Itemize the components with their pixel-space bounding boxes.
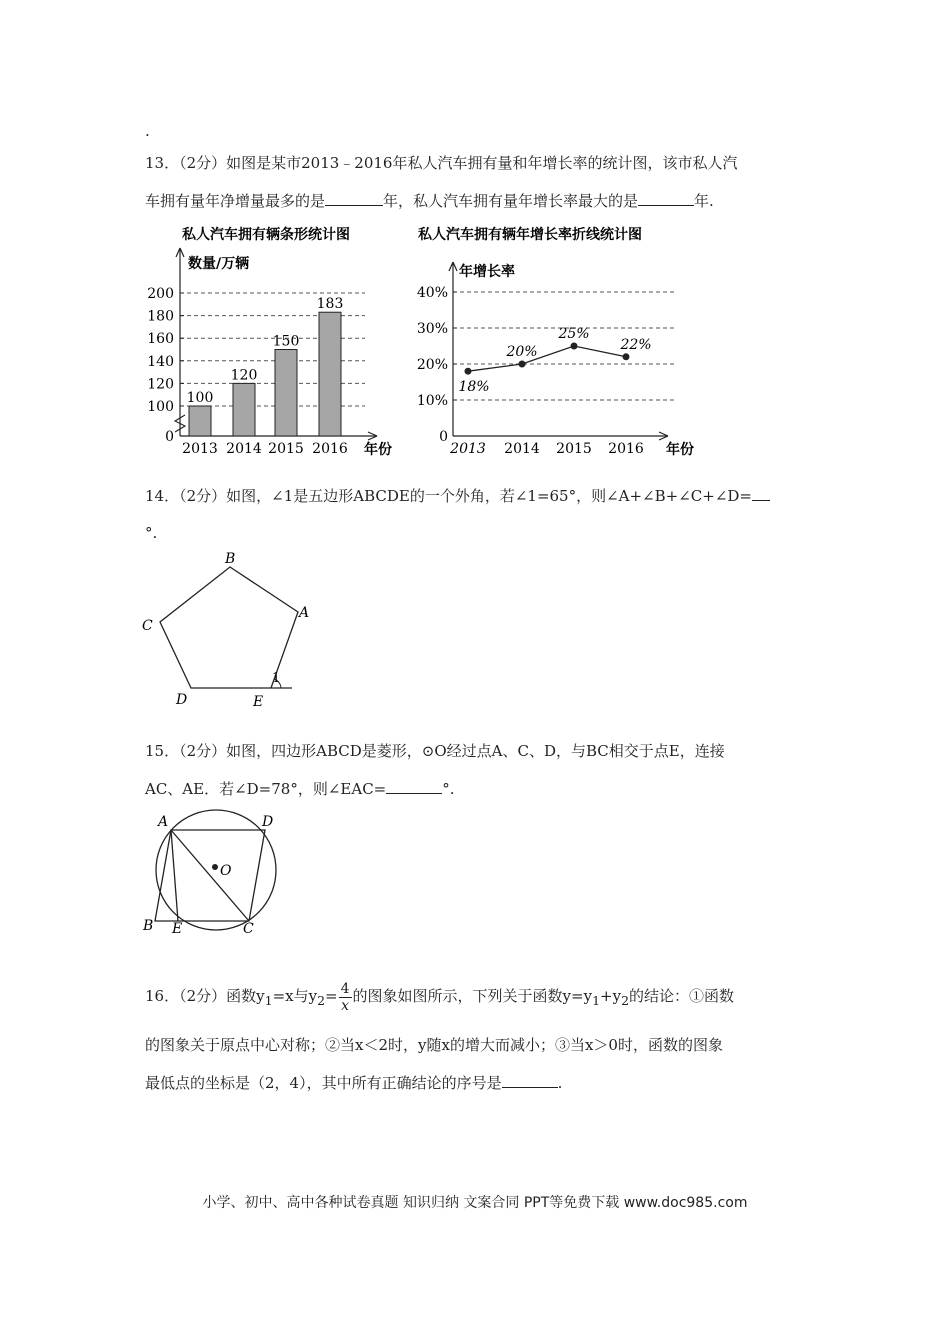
q13-line1: 13．（2分）如图是某市2013﹣2016年私人汽车拥有量和年增长率的统计图，该市私人汽: [145, 154, 738, 172]
top-dot: .: [145, 122, 150, 140]
bar-y-tick-label: 100: [147, 399, 174, 415]
circle-label-d: D: [262, 814, 274, 830]
q14-line2: °.: [145, 524, 158, 542]
q16-sub-4: 2: [621, 993, 630, 1008]
q16-line3: [145, 1071, 562, 1094]
line-y-tick-label: 30%: [416, 321, 448, 337]
q13-text-a: 车拥有量年净增量最多的是: [145, 192, 326, 210]
q13-answer-blank-2[interactable]: [638, 189, 694, 206]
line-x-tick-label: 2015: [556, 441, 592, 457]
bar-data-label: 120: [230, 367, 258, 384]
bar-x-tick-label: 2015: [268, 441, 304, 457]
circle-label-o: O: [220, 863, 232, 879]
line-point-2015: [571, 343, 578, 350]
circle-label-b: B: [143, 918, 154, 934]
pentagon-label-e: E: [253, 694, 264, 710]
q16-text-f: 的结论：①函数: [629, 987, 735, 1005]
center-point-o: [212, 864, 218, 870]
pentagon-shape: [160, 567, 298, 688]
bar-y-tick-label: 120: [147, 376, 174, 393]
q16-fraction: [339, 981, 352, 1014]
fraction-denominator: x: [341, 997, 350, 1014]
line-y-tick-label: 20%: [416, 357, 448, 373]
q14-text-a: 14．（2分）如图，∠1是五边形ABCDE的一个外角，若∠1=65°，则∠A+∠B+∠C+∠D=: [145, 487, 753, 505]
bar-data-label: 150: [272, 333, 300, 350]
bar-2014: [233, 383, 255, 436]
q14-answer-blank[interactable]: [752, 484, 770, 501]
bar-y-tick-label: 140: [147, 353, 174, 370]
circle-label-c: C: [243, 921, 254, 937]
q16-text-h: .: [557, 1074, 563, 1092]
line-x-tick-label: 2013: [450, 441, 486, 457]
circle-rhombus-figure: [138, 808, 298, 943]
bar-y-tick-label: 160: [147, 331, 174, 348]
q16-text-d: 的图象如图所示，下列关于函数y=y: [352, 987, 593, 1005]
line-point-2016: [623, 353, 630, 360]
segment-ac: [171, 830, 249, 921]
pentagon-label-d: D: [176, 692, 188, 708]
q16-sub-3: 1: [592, 993, 601, 1008]
q15-line1: 15．（2分）如图，四边形ABCD是菱形，⊙O经过点A、C、D，与BC相交于点E，连接: [145, 742, 725, 760]
bar-y-tick-label: 0: [165, 429, 174, 445]
q13-line2: [145, 189, 714, 212]
bar-x-tick-label: 2013: [182, 441, 218, 457]
bar-y-axis-label: 数量/万辆: [188, 256, 250, 272]
pentagon-label-a: A: [299, 605, 310, 621]
q13-answer-blank-1[interactable]: [325, 189, 383, 206]
bar-y-tick-label: 200: [147, 286, 174, 302]
line-data-label: 20%: [506, 344, 538, 360]
q16-text-g: 最低点的坐标是（2，4），其中所有正确结论的序号是: [145, 1074, 502, 1092]
pentagon-label-b: B: [225, 551, 236, 567]
footer-text: 小学、初中、高中各种试卷真题 知识归纳 文案合同 PPT等免费下载 www.doc985.com: [202, 1195, 748, 1211]
line-data-label: 22%: [620, 336, 652, 353]
q16-sub-1: 1: [264, 993, 273, 1008]
q16-sub-2: 2: [317, 993, 326, 1008]
q16-text-e: +y: [600, 987, 622, 1005]
q16-text-c: =: [325, 987, 338, 1005]
bar-x-tick-label: 2014: [226, 441, 262, 457]
segment-ae: [171, 830, 178, 921]
line-x-tick-label: 2016: [608, 441, 644, 457]
line-y-tick-label: 10%: [416, 393, 448, 409]
circle-label-a: A: [158, 814, 169, 830]
q15-answer-blank[interactable]: [386, 777, 442, 794]
q15-text-b: °.: [442, 780, 455, 798]
line-x-axis-label: 年份: [666, 442, 694, 458]
line-chart: [410, 222, 710, 462]
q16-text-a: 16．（2分）函数y: [145, 987, 265, 1005]
bar-2015: [275, 350, 297, 437]
bar-2016: [319, 312, 341, 436]
bar-y-tick-label: 180: [147, 308, 174, 325]
bar-x-tick-label: 2016: [312, 441, 348, 457]
pentagon-figure: [135, 545, 315, 715]
circle-label-e: E: [172, 921, 183, 937]
bar-data-label: 100: [186, 390, 214, 406]
bar-axis-break: [175, 415, 185, 432]
q16-text-b: =x与y: [272, 987, 318, 1005]
angle-label-1: 1: [272, 671, 281, 686]
bar-x-axis-label: 年份: [364, 442, 392, 458]
pentagon-label-c: C: [142, 618, 153, 634]
bar-chart-title: 私人汽车拥有辆条形统计图: [182, 227, 350, 243]
line-point-2013: [465, 368, 472, 375]
q16-answer-blank[interactable]: [502, 1071, 558, 1088]
bar-2013: [189, 406, 211, 436]
bar-data-label: 183: [316, 296, 344, 313]
q15-text-a: AC、AE．若∠D=78°，则∠EAC=: [145, 780, 387, 798]
line-point-2014: [519, 361, 526, 368]
bar-chart: [147, 222, 410, 462]
q14-line1: [145, 484, 770, 507]
q16-line2: 的图象关于原点中心对称；②当x＜2时，y随x的增大而减小；③当x＞0时，函数的图象: [145, 1036, 723, 1054]
line-x-tick-label: 2014: [504, 441, 540, 457]
q13-text-b: 年，私人汽车拥有量年增长率最大的是: [383, 192, 639, 210]
line-y-axis-label: 年增长率: [459, 264, 515, 280]
line-chart-title: 私人汽车拥有辆年增长率折线统计图: [418, 227, 642, 243]
q13-text-c: 年.: [694, 192, 714, 210]
line-data-label: 18%: [458, 379, 490, 396]
line-y-tick-label: 0: [439, 429, 448, 445]
q16-line1: [145, 976, 734, 1021]
line-y-tick-label: 40%: [416, 285, 448, 301]
line-data-label: 25%: [558, 326, 590, 342]
q15-line2: [145, 777, 455, 800]
line-series: [468, 346, 626, 371]
fraction-numerator: 4: [340, 980, 350, 997]
